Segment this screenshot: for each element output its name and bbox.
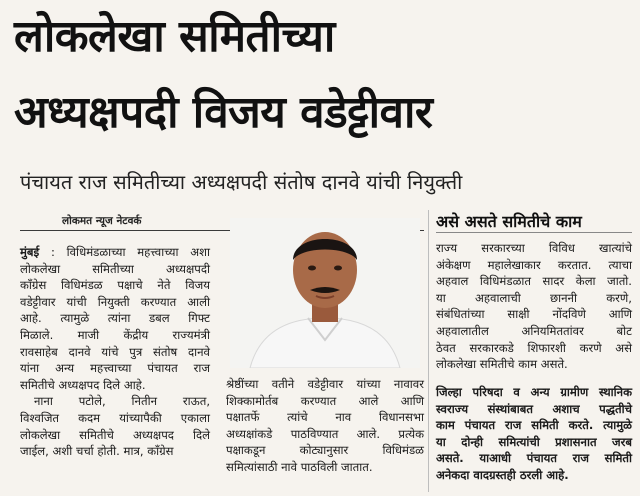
headline-line-1: लोकलेखा समितीच्या <box>14 11 335 62</box>
text-line: नाना पटोले, नितीन राऊत, <box>34 394 210 409</box>
text-line: स्वराज्य संस्थांबाबत अशाच पद्धतीचे <box>436 401 632 416</box>
text-line: लोकलेखा समितीचे काम असते. <box>436 357 568 372</box>
text-line: आहे. त्यामुळे त्यांना डबल गिफ्ट <box>20 311 210 326</box>
text-line: अनेकदा वादग्रस्तही ठरली आहे. <box>436 467 569 482</box>
text-line: जाईल, अशी चर्चा होती. मात्र, काँग्रेस <box>20 444 174 459</box>
text-line: अंकेक्षण महालेखाकार करतात. त्याचा <box>436 257 632 272</box>
text-line: काँग्रेस विधिमंडळ पक्षाचे नेते विजय <box>20 278 210 293</box>
text-line: रावसाहेब दानवे यांचे पुत्र संतोष दानवे <box>20 344 210 359</box>
text-line: समित्यांसाठी नावे पाठविली जातात. <box>226 459 373 474</box>
text-line: मुंबई : विधिमंडळाच्या महत्त्वाच्या अशा <box>20 245 210 259</box>
text-line: जिल्हा परिषदा व अन्य ग्रामीण स्थानिक <box>436 385 632 399</box>
article-column-2 <box>226 376 424 476</box>
text-line: राज्य सरकारच्या विविध खात्यांचे <box>436 241 632 255</box>
text-line: श्रेष्ठींच्या वतीने वडेट्टीवार यांच्या नावावर <box>226 377 424 391</box>
text-line: अहवाल विधिमंडळात सादर केला जातो. <box>436 274 632 289</box>
sidebar-paragraph-1 <box>436 240 632 373</box>
text-line: असते. याआधी पंचायत राज समिती <box>436 451 632 466</box>
headline-line-2: अध्यक्षपदी विजय वडेट्टीवार <box>14 87 433 138</box>
text-line: अहवालातील अनियमिततांवर बोट <box>436 323 632 338</box>
byline: लोकमत न्यूज नेटवर्क <box>62 215 142 227</box>
text-line: अध्यक्षांकडे पाठविण्यात आले. प्रत्येक <box>226 426 424 441</box>
sidebar-paragraph-2 <box>436 384 632 484</box>
portrait-photo <box>230 218 420 368</box>
text-line: विश्वजित कदम यांच्यापैकी एकाला <box>20 410 210 425</box>
text-line: शिक्कामोर्तब करण्यात आले आणि <box>226 393 424 408</box>
text-line: या दोन्ही समित्यांची प्रशासनात जरब <box>436 434 632 449</box>
text-line: पक्षातर्फे त्यांचे नाव विधानसभा <box>226 410 424 425</box>
text-line: मिळाले. माजी केंद्रीय राज्यमंत्री <box>20 327 210 342</box>
subheadline: पंचायत राज समितीच्या अध्यक्षपदी संतोष दानवे यांची नियुक्ती <box>20 170 463 194</box>
text-line: काम पंचायत राज समिती करते. त्यामुळे <box>436 418 632 433</box>
text-line: यांना अन्य महत्त्वाच्या पंचायत राज <box>20 361 210 376</box>
text-line: पक्षाकडून कोट्यानुसार विधिमंडळ <box>226 443 424 458</box>
text-line: संबंधितांच्या साक्षी नोंदविणे आणि <box>436 307 632 322</box>
text-line: वडेट्टीवार यांची नियुक्ती करण्यात आली <box>20 294 210 309</box>
dateline: मुंबई <box>20 245 40 259</box>
text-line: या अहवालाची छाननी करणे, <box>436 290 632 305</box>
text-line: लोकलेखा समितीचे अध्यक्षपद दिले <box>20 427 210 442</box>
text-line: समितीचे अध्यक्षपद दिले आहे. <box>20 377 146 392</box>
text-line: लोकलेखा समितीच्या अध्यक्षपदी <box>20 261 210 276</box>
portrait-icon <box>230 218 420 368</box>
article-column-1 <box>20 244 210 460</box>
text-line: ठेवत सरकारकडे शिफारशी करणे असे <box>436 340 632 355</box>
column-divider <box>428 210 429 492</box>
sidebar-title: असे असते समितीचे काम <box>436 212 582 231</box>
sidebar-title-rule <box>436 232 632 233</box>
